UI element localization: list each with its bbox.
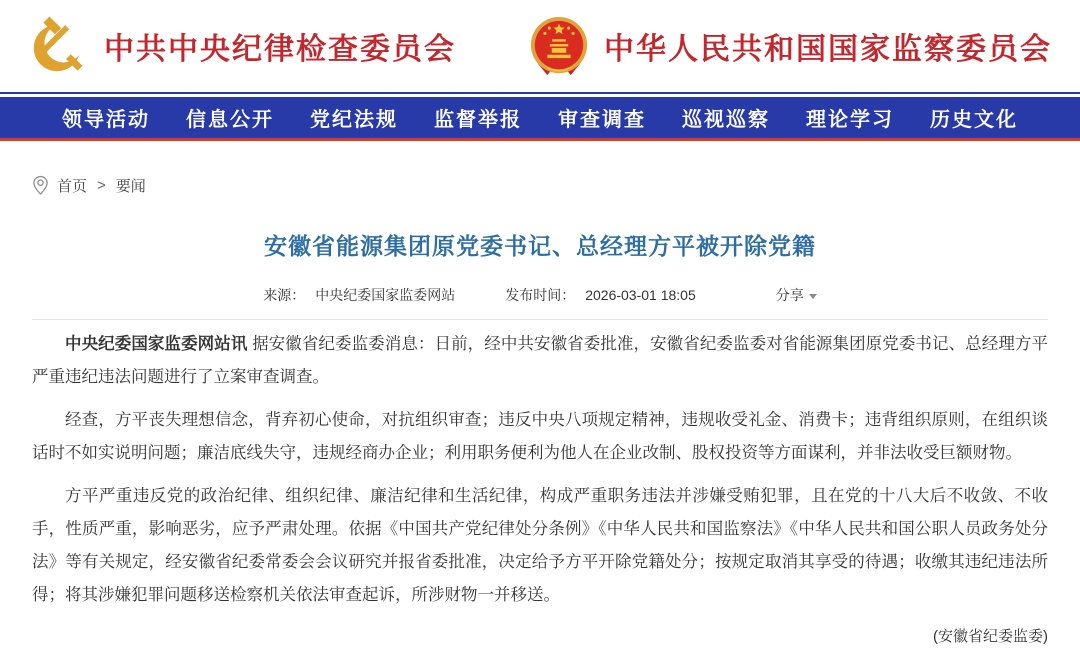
breadcrumb-section[interactable]: 要闻 bbox=[115, 178, 146, 195]
site-header bbox=[0, 0, 1080, 92]
party-emblem-icon bbox=[28, 15, 90, 77]
ccdi-branding[interactable] bbox=[28, 15, 456, 77]
nav-item-review-investigation[interactable]: 审查调查 bbox=[558, 109, 646, 131]
meta-divider bbox=[32, 319, 1048, 320]
chevron-down-icon bbox=[809, 294, 817, 299]
article-title: 安徽省能源集团原党委书记、总经理方平被开除党籍 bbox=[264, 233, 816, 259]
article-body bbox=[32, 328, 1048, 652]
nav-item-information-disclosure[interactable]: 信息公开 bbox=[186, 109, 274, 131]
breadcrumb-home[interactable]: 首页 bbox=[57, 178, 88, 195]
nav-item-party-discipline-regulations[interactable]: 党纪法规 bbox=[310, 109, 398, 131]
publish-time-value: 2026-03-01 18:05 bbox=[585, 287, 696, 303]
nsc-branding[interactable] bbox=[528, 15, 1052, 77]
national-emblem-icon bbox=[528, 15, 590, 77]
source-label: 来源： bbox=[263, 287, 306, 303]
breadcrumb bbox=[32, 175, 1048, 196]
article-meta bbox=[32, 285, 1048, 305]
paragraph bbox=[32, 404, 1048, 470]
share-label: 分享 bbox=[775, 287, 804, 303]
article-attribution: (安徽省纪委监委) bbox=[933, 628, 1048, 645]
ccdi-title: 中共中央纪律检查委员会 bbox=[104, 33, 456, 66]
nav-item-inspection-tours[interactable]: 巡视巡察 bbox=[682, 109, 770, 131]
paragraph-text: 经查，方平丧失理想信念，背弃初心使命，对抗组织审查；违反中央八项规定精神，违规收受礼金、消费卡；违背组织原则，在组织谈话时不如实说明问题；廉洁底线失守，违规经商办企业；利用职务便利为他人在企业改制、股权投资等方面谋利，并非法收受巨额财物。 bbox=[32, 411, 1048, 462]
source-value: 中央纪委国家监委网站 bbox=[315, 287, 456, 303]
nav-item-leadership-activities[interactable]: 领导活动 bbox=[62, 109, 150, 131]
location-pin-icon bbox=[32, 175, 49, 196]
main-nav bbox=[0, 97, 1080, 141]
paragraph-lead: 中央纪委国家监委网站讯 bbox=[65, 335, 248, 353]
nsc-title: 中华人民共和国国家监察委员会 bbox=[604, 33, 1052, 66]
publish-time-label: 发布时间： bbox=[505, 287, 576, 303]
nav-item-supervision-reporting[interactable]: 监督举报 bbox=[434, 109, 522, 131]
content-area bbox=[0, 175, 1080, 652]
nav-item-theory-study[interactable]: 理论学习 bbox=[806, 109, 894, 131]
nav-item-history-culture[interactable]: 历史文化 bbox=[930, 109, 1018, 131]
paragraph-text: 据安徽省纪委监委消息：日前，经中共安徽省委批准，安徽省纪委监委对省能源集团原党委书记、总经理方平严重违纪违法问题进行了立案审查调查。 bbox=[32, 335, 1048, 386]
paragraph bbox=[32, 480, 1048, 612]
paragraph bbox=[32, 328, 1048, 394]
breadcrumb-separator: > bbox=[97, 177, 106, 194]
share-button[interactable] bbox=[776, 285, 817, 305]
paragraph-text: 方平严重违反党的政治纪律、组织纪律、廉洁纪律和生活纪律，构成严重职务违法并涉嫌受贿犯罪，且在党的十八大后不收敛、不收手，性质严重，影响恶劣，应予严肃处理。依据《中国共产党纪律处分条例》《中华人民共和国监察法》《中华人民共和国公职人员政务处分法》等有关规定，经安徽省纪委常委会会议研究并报省委批准，决定给予方平开除党籍处分；按规定取消其享受的待遇；收缴其违纪违法所得；将其涉嫌犯罪问题移送检察机关依法审查起诉，所涉财物一并移送。 bbox=[32, 487, 1048, 604]
